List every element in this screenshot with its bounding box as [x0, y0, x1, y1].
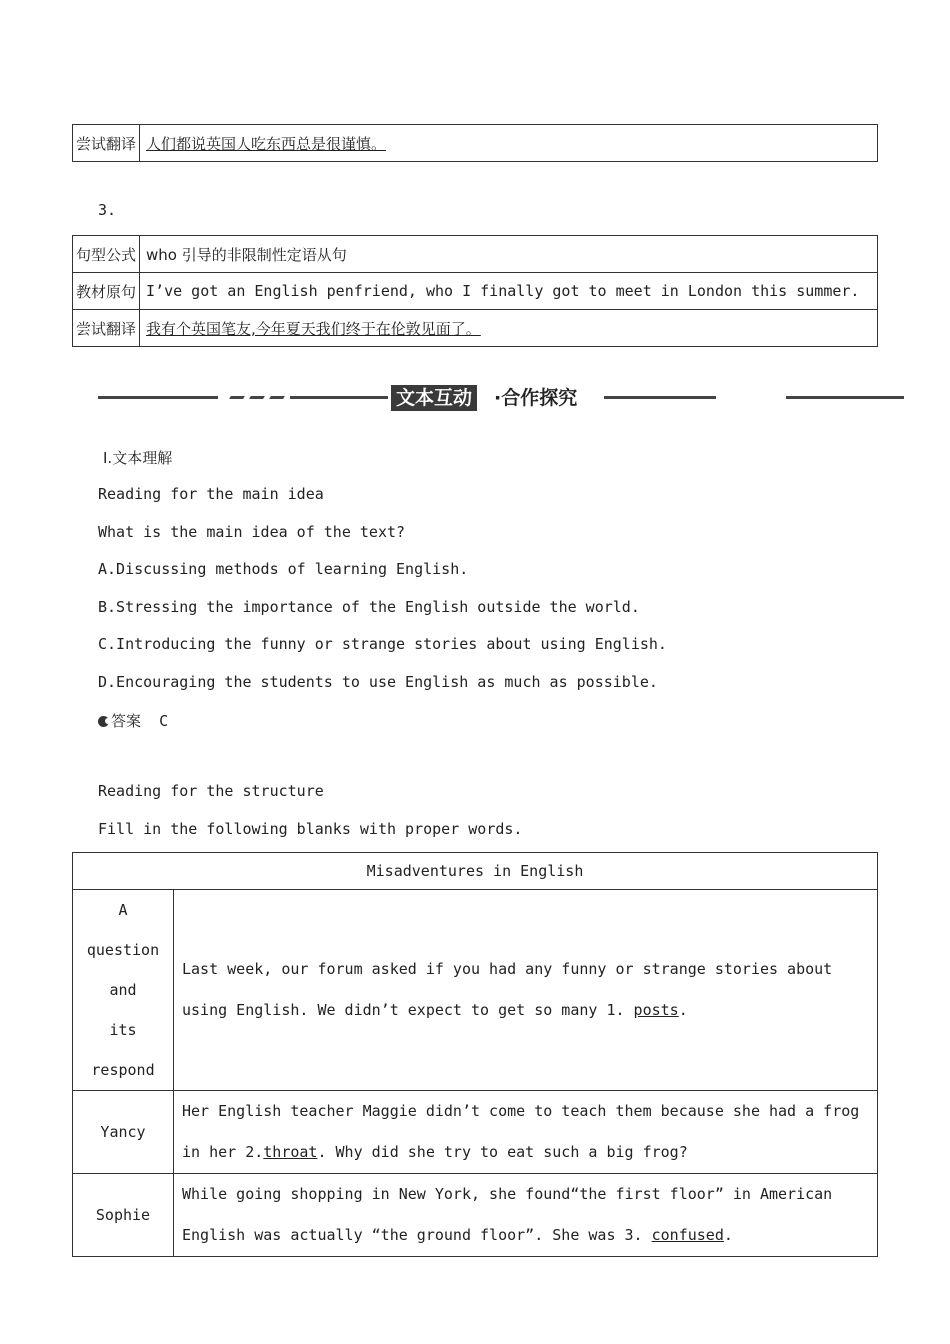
table-row — [73, 310, 878, 347]
answer-text: 人们都说英国人吃东西总是很谨慎。 — [146, 134, 387, 153]
banner-dash — [229, 396, 245, 399]
table-row — [73, 273, 878, 310]
answer-text: 我有个英国笔友,今年夏天我们终于在伦敦见面了。 — [146, 319, 481, 338]
label-line: Yancy — [100, 1123, 146, 1141]
banner-title: ·合作探究 — [494, 387, 578, 409]
table-title: Misadventures in English — [73, 853, 878, 890]
table-row — [73, 890, 878, 1091]
section-banner — [98, 382, 904, 414]
label-line: its — [109, 1021, 137, 1039]
banner-dash — [269, 396, 285, 399]
section-heading: Ⅰ.文本理解 — [103, 449, 173, 467]
row-text — [140, 125, 878, 162]
row-text-part: Her English teacher Maggie didn’t come to teach them because she had a frog in her 2. — [182, 1102, 860, 1161]
structure-table — [72, 852, 878, 1257]
question: What is the main idea of the text? — [98, 523, 406, 541]
row-label — [73, 890, 174, 1091]
blank-answer: posts — [633, 1001, 679, 1019]
table-row — [73, 1174, 878, 1257]
banner-line — [786, 396, 904, 399]
row-text — [174, 1091, 878, 1174]
row-text-part: . — [678, 1001, 688, 1019]
banner-dash — [249, 396, 265, 399]
row-label — [73, 1174, 174, 1257]
row-text-part: . Why did she try to eat such a big frog? — [317, 1143, 688, 1161]
row-text — [140, 310, 878, 347]
table-title-row — [73, 853, 878, 890]
row-text: who 引导的非限制性定语从句 — [140, 236, 878, 273]
banner-line — [604, 396, 716, 399]
sentence-pattern-table — [72, 235, 878, 347]
table-row — [73, 1091, 878, 1174]
row-label: 教材原句 — [73, 273, 140, 310]
row-label — [73, 1091, 174, 1174]
label-line: and — [109, 981, 137, 999]
row-text: I’ve got an English penfriend, who I finally got to meet in London this summer. — [140, 273, 878, 310]
row-text — [174, 890, 878, 1091]
row-text-part: . — [723, 1226, 733, 1244]
label-line: A question — [86, 901, 160, 959]
translation-table-top — [72, 124, 878, 162]
answer-icon — [98, 716, 109, 727]
option-d: D.Encouraging the students to use English as much as possible. — [98, 673, 658, 691]
row-text — [174, 1174, 878, 1257]
banner-line — [98, 396, 218, 399]
item-number: 3. — [98, 201, 117, 219]
row-label: 尝试翻译 — [73, 310, 140, 347]
row-text-part: While going shopping in New York, she found“the first floor” in American English was actually “the ground floor”. She was 3. — [182, 1185, 833, 1244]
label-line: respond — [91, 1061, 155, 1079]
subheading: Reading for the main idea — [98, 485, 324, 503]
row-label: 尝试翻译 — [73, 125, 140, 162]
answer-value: C — [159, 712, 169, 730]
table-row — [73, 125, 878, 162]
banner-boxed-title: 文本互动 — [391, 385, 477, 411]
instruction: Fill in the following blanks with proper words. — [98, 820, 523, 838]
option-c: C.Introducing the funny or strange stories about using English. — [98, 635, 667, 653]
option-a: A.Discussing methods of learning English. — [98, 560, 469, 578]
option-b: B.Stressing the importance of the English outside the world. — [98, 598, 640, 616]
row-text-part: Last week, our forum asked if you had any funny or strange stories about using English. We didn’t expect to get so many 1. — [182, 960, 833, 1019]
table-row — [73, 236, 878, 273]
blank-answer: confused — [651, 1226, 724, 1244]
row-label: 句型公式 — [73, 236, 140, 273]
label-line: Sophie — [95, 1206, 151, 1224]
answer-line — [98, 710, 168, 731]
subheading: Reading for the structure — [98, 782, 324, 800]
answer-label: 答案 — [111, 712, 142, 730]
blank-answer: throat — [263, 1143, 318, 1161]
banner-line — [290, 396, 388, 399]
